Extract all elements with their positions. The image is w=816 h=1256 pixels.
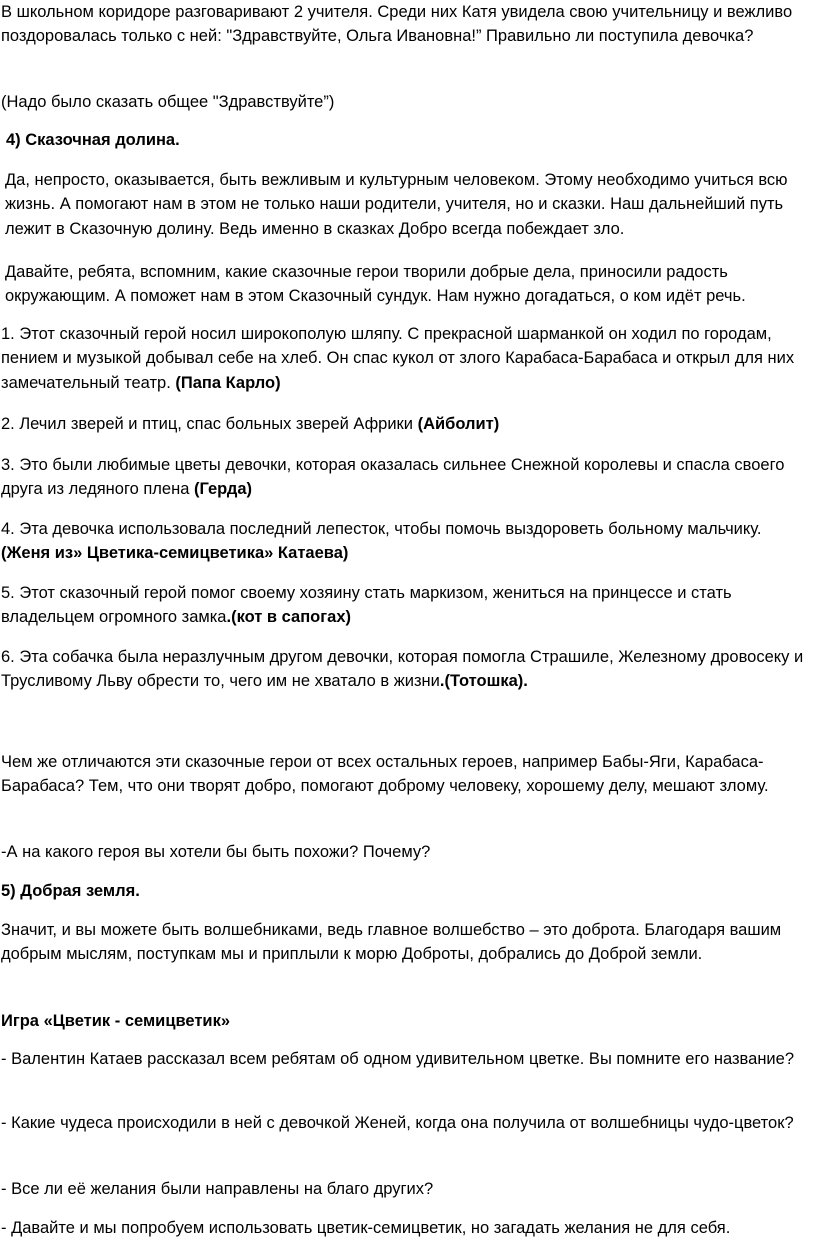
- riddle-answer: (Женя из» Цветика-семицветика» Катаева): [1, 544, 349, 563]
- paragraph-politeness: [5, 168, 813, 241]
- riddle-text: 6. Эта собачка была неразлучным другом девочки, которая помогла Страшиле, Железному дровосеку и Трусливому Льву обрести то, чего им не хватало в жизни: [1, 648, 804, 691]
- section-heading-game: [1, 1009, 813, 1033]
- riddle-item-1: [1, 322, 813, 395]
- paragraph-question-hero: [1, 840, 813, 864]
- section-heading-text: 4) Сказочная долина.: [6, 131, 180, 149]
- paragraph-text: (Надо было сказать общее "Здравствуйте”): [1, 93, 335, 111]
- question-miracles: [1, 1111, 813, 1135]
- paragraph-text: - Валентин Катаев рассказал всем ребятам об одном удивительном цветке. Вы помните его название?: [1, 1050, 794, 1068]
- riddle-text: 3. Это были любимые цветы девочки, которая оказалась сильнее Снежной королевы и спасла своего друга из ледяного плена: [1, 456, 785, 499]
- paragraph-text: Да, непросто, оказывается, быть вежливым и культурным человеком. Этому необходимо учиться всю жизнь. А помогают нам в этом не только наши родители, учителя, но и сказки. Наш дальнейший путь лежит в Сказочную долину. Ведь именно в сказках Добро всегда побеждает зло.: [5, 171, 788, 238]
- paragraph-text: В школьном коридоре разговаривают 2 учителя. Среди них Катя увидела свою учительницу и вежливо поздоровалась только с ней: "Здравствуйте, Ольга Ивановна!” Правильно ли поступила девочка?: [1, 3, 793, 46]
- riddle-text: 5. Этот сказочный герой помог своему хозяину стать маркизом, жениться на принцессе и стать владельцем огромного замка: [1, 584, 732, 627]
- paragraph-try-flower: [1, 1216, 813, 1240]
- paragraph-text: -А на какого героя вы хотели бы быть похожи? Почему?: [1, 843, 431, 861]
- paragraph-wizards: [1, 918, 813, 967]
- paragraph-intro-situation: [1, 0, 813, 49]
- riddle-answer: (Папа Карло): [175, 373, 281, 392]
- riddle-answer: .(кот в сапогах): [226, 608, 351, 627]
- riddle-text: 2. Лечил зверей и птиц, спас больных зверей Африки: [1, 415, 418, 433]
- riddle-answer: (Герда): [193, 480, 252, 499]
- section-heading-text: 5) Добрая земля.: [1, 882, 140, 900]
- question-flower-name: [1, 1047, 813, 1071]
- paragraph-text: - Давайте и мы попробуем использовать цветик-семицветик, но загадать желания не для себя.: [1, 1219, 731, 1237]
- riddle-text: 1. Этот сказочный герой носил широкополую шляпу. С прекрасной шарманкой он ходил по городам, пением и музыкой добывал себе на хлеб. Он спас кукол от злого Карабаса-Барабаса и открыл для них замечательный театр.: [1, 325, 795, 392]
- question-wishes: [1, 1177, 813, 1201]
- riddle-text: 4. Эта девочка использовала последний лепесток, чтобы помочь выздороветь больному мальчику.: [1, 520, 762, 538]
- paragraph-heroes-difference: [1, 750, 813, 799]
- riddle-item-4: [1, 517, 813, 566]
- riddle-answer: .(Тотошка).: [439, 672, 528, 691]
- paragraph-fairy-chest: [5, 260, 813, 309]
- section-heading-text: Игра «Цветик - семицветик»: [1, 1012, 231, 1030]
- paragraph-text: - Какие чудеса происходили в ней с девочкой Женей, когда она получила от волшебницы чудо-цветок?: [1, 1114, 794, 1132]
- section-heading-kind-land: [1, 879, 813, 903]
- paragraph-text: Давайте, ребята, вспомним, какие сказочные герои творили добрые дела, приносили радость окружающим. А поможет нам в этом Сказочный сундук. Нам нужно догадаться, о ком идёт речь.: [5, 263, 746, 306]
- paragraph-text: Чем же отличаются эти сказочные герои от всех остальных героев, например Бабы-Яги, Карабаса-Барабаса? Тем, что они творят добро, помогают доброму человеку, хорошему делу, мешают злому.: [1, 753, 769, 796]
- riddle-item-5: [1, 581, 813, 630]
- paragraph-text: Значит, и вы можете быть волшебниками, ведь главное волшебство – это доброта. Благодаря вашим добрым мыслям, поступкам мы и приплыли к морю Доброты, добрались до Доброй земли.: [1, 921, 782, 964]
- section-heading-fairy-valley: [6, 128, 816, 152]
- riddle-item-3: [1, 453, 813, 502]
- riddle-answer: (Айболит): [417, 415, 500, 433]
- riddle-item-2: [1, 412, 813, 436]
- paragraph-answer-note: [1, 90, 813, 114]
- paragraph-text: - Все ли её желания были направлены на благо других?: [1, 1180, 434, 1198]
- riddle-item-6: [1, 645, 813, 694]
